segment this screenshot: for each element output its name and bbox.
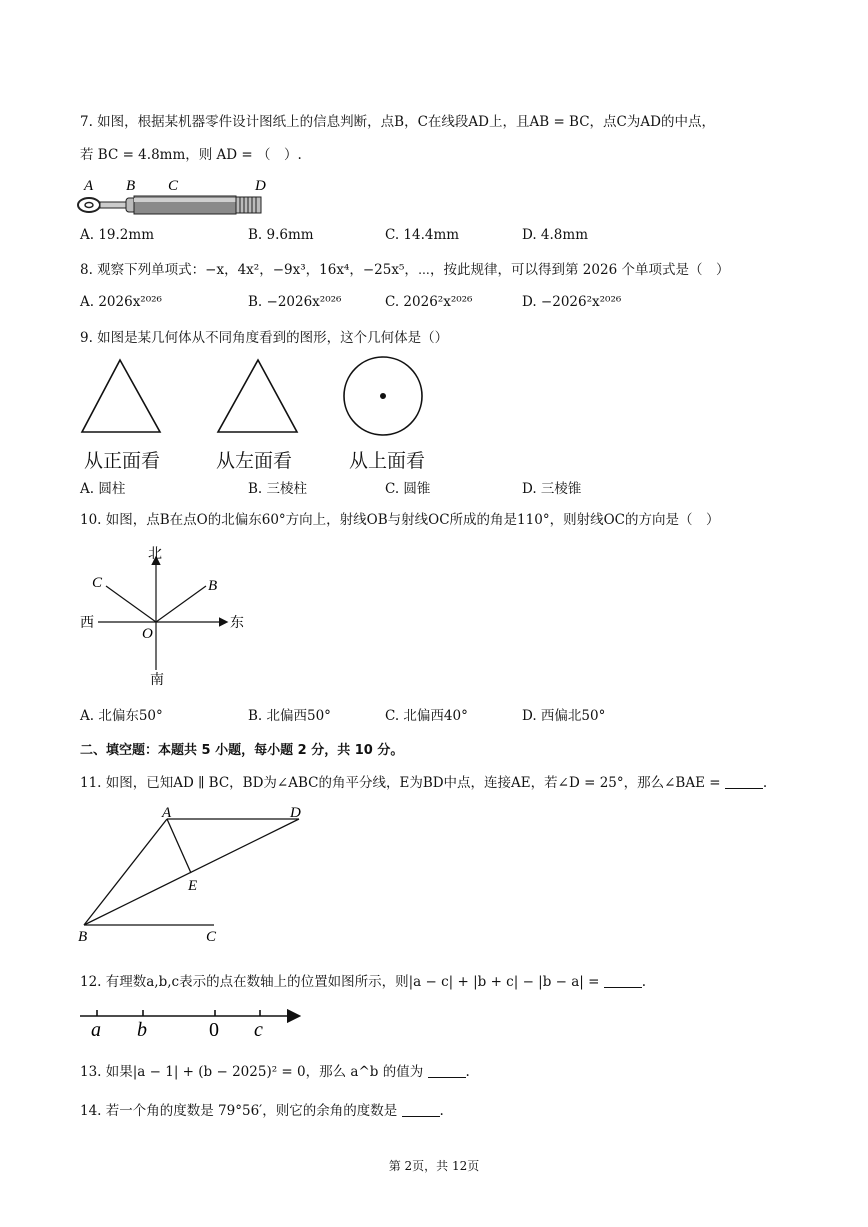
left-view-triangle (218, 360, 297, 432)
q11-label-a: A (162, 807, 172, 821)
q7-option-a[interactable]: A. 19.2mm (80, 227, 154, 243)
q7-part-figure (72, 174, 272, 224)
q7-label-a: A (84, 178, 94, 194)
q13-answer-blank[interactable] (428, 1063, 466, 1078)
q10-option-c[interactable]: C. 北偏西40° (385, 708, 468, 724)
q14-text-wrap: 14. 若一个角的度数是 79°56′，则它的余角的度数是 . (80, 1103, 444, 1119)
label-c: C (92, 575, 103, 591)
q9-option-d[interactable]: D. 三棱锥 (522, 481, 582, 497)
q11-label-c: C (206, 929, 217, 945)
q7-option-c[interactable]: C. 14.4mm (385, 227, 460, 243)
label-east: 东 (230, 615, 244, 631)
q9-options (80, 477, 780, 497)
q12-text-wrap: 12. 有理数a,b,c表示的点在数轴上的位置如图所示，则|a − c| + |b + c| − |b − a| = . (80, 974, 647, 990)
q8-option-d[interactable]: D. −2026²x²⁰²⁶ (522, 294, 622, 310)
q11-answer-blank[interactable] (725, 774, 763, 789)
q7-option-d[interactable]: D. 4.8mm (522, 227, 588, 243)
q8-option-c[interactable]: C. 2026²x²⁰²⁶ (385, 294, 473, 310)
q11-label-e: E (188, 878, 198, 894)
q8-text: 8. 观察下列单项式：−x，4x²，−9x³，16x⁴，−25x⁵，⋯，按此规律，可以得到第 2026 个单项式是（ ） (80, 262, 730, 278)
q7-label-c: C (168, 178, 179, 194)
caption-top-view: 从上面看 (349, 450, 426, 472)
axis-label-b: b (137, 1019, 147, 1041)
axis-label-zero: 0 (209, 1019, 219, 1041)
page-footer: 第 2页，共 12页 (388, 1159, 480, 1173)
q11-text-wrap: 11. 如图，已知AD ∥ BC，BD为∠ABC的角平分线，E为BD中点，连接AE，若∠D = 25°，那么∠BAE = . (80, 775, 768, 791)
q11-text: 11. 如图，已知AD ∥ BC，BD为∠ABC的角平分线，E为BD中点，连接AE，若∠D = 25°，那么∠BAE = (80, 775, 721, 791)
q11-geometry-figure (74, 807, 314, 947)
q10-direction-figure (76, 542, 256, 692)
axis-label-a: a (91, 1019, 101, 1041)
label-north: 北 (148, 546, 162, 562)
axis-label-c: c (254, 1019, 263, 1041)
q13-text: 13. 如果|a − 1| + (b − 2025)² = 0，那么 a^b 的值为 (80, 1064, 424, 1080)
q9-option-b[interactable]: B. 三棱柱 (248, 481, 308, 497)
label-b: B (208, 578, 218, 594)
q7-line2: 若 BC = 4.8mm，则 AD = （ ）. (80, 147, 302, 163)
q8-option-a[interactable]: A. 2026x²⁰²⁶ (80, 294, 162, 310)
q7-label-d: D (255, 178, 266, 194)
label-o: O (142, 626, 153, 642)
q12-answer-blank[interactable] (604, 973, 642, 988)
q7-option-b[interactable]: B. 9.6mm (248, 227, 314, 243)
q11-label-d: D (290, 807, 301, 821)
q7-line1: 7. 如图，根据某机器零件设计图纸上的信息判断，点B，C在线段AD上，且AB = BC，点C为AD的中点， (80, 114, 715, 130)
q11-label-b: B (78, 929, 88, 945)
q9-option-c[interactable]: C. 圆锥 (385, 481, 431, 497)
q10-option-a[interactable]: A. 北偏东50° (80, 708, 163, 724)
q9-text: 9. 如图是某几何体从不同角度看到的图形，这个几何体是（） (80, 330, 449, 346)
q9-option-a[interactable]: A. 圆柱 (80, 481, 126, 497)
front-view-triangle (82, 360, 160, 432)
q7-label-b: B (126, 178, 136, 194)
caption-left-view: 从左面看 (216, 450, 293, 472)
q14-answer-blank[interactable] (402, 1102, 440, 1117)
caption-front-view: 从正面看 (84, 450, 161, 472)
q12-number-line (76, 1002, 306, 1042)
q10-option-b[interactable]: B. 北偏西50° (248, 708, 331, 724)
q13-text-wrap: 13. 如果|a − 1| + (b − 2025)² = 0，那么 a^b 的值为 . (80, 1064, 470, 1080)
q12-text: 12. 有理数a,b,c表示的点在数轴上的位置如图所示，则|a − c| + |b + c| − |b − a| = (80, 974, 600, 990)
top-view-center-dot (380, 393, 386, 399)
q14-text: 14. 若一个角的度数是 79°56′，则它的余角的度数是 (80, 1103, 398, 1119)
q7-options (80, 227, 780, 247)
q9-views-figure (78, 355, 448, 445)
q8-option-b[interactable]: B. −2026x²⁰²⁶ (248, 294, 342, 310)
section-2-heading: 二、填空题：本题共 5 小题，每小题 2 分，共 10 分。 (80, 743, 404, 758)
q10-option-d[interactable]: D. 西偏北50° (522, 708, 606, 724)
label-south: 南 (150, 672, 164, 688)
q10-options (80, 704, 780, 724)
q10-text: 10. 如图，点B在点O的北偏东60°方向上，射线OB与射线OC所成的角是110°，则射线OC的方向是（ ） (80, 512, 720, 528)
q8-options (80, 294, 780, 314)
label-west: 西 (80, 615, 94, 631)
